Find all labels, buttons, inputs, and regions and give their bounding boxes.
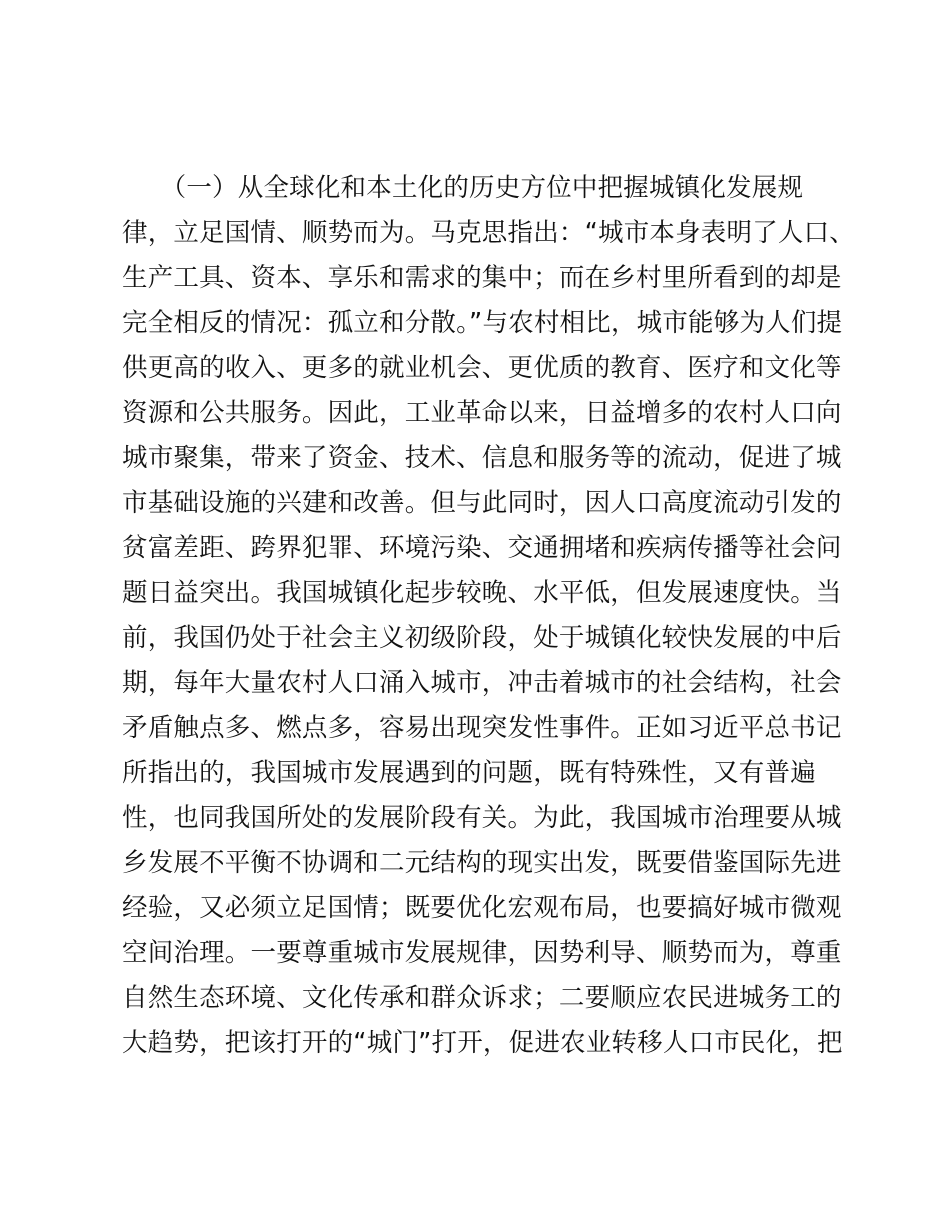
text-line: 城市聚集，带来了资金、技术、信息和服务等的流动，促进了城 [122, 443, 842, 473]
text-line: 资源和公共服务。因此，工业革命以来，日益增多的农村人口向 [122, 398, 842, 428]
body-paragraph [122, 166, 856, 1066]
text-line: （一）从全球化和本土化的历史方位中把握城镇化发展规 [122, 173, 804, 203]
text-line: 自然生态环境、文化传承和群众诉求；二要顺应农民进城务工的 [122, 983, 842, 1013]
text-line: 律，立足国情、顺势而为。马克思指出：“城市本身表明了人口、 [122, 218, 856, 248]
text-line: 题日益突出。我国城镇化起步较晚、水平低，但发展速度快。当 [122, 578, 842, 608]
text-line: 所指出的，我国城市发展遇到的问题，既有特殊性，又有普遍 [122, 758, 816, 788]
text-line: 性，也同我国所处的发展阶段有关。为此，我国城市治理要从城 [122, 803, 842, 833]
text-line: 前，我国仍处于社会主义初级阶段，处于城镇化较快发展的中后 [122, 623, 842, 653]
text-line: 期，每年大量农村人口涌入城市，冲击着城市的社会结构，社会 [122, 668, 842, 698]
text-line: 完全相反的情况：孤立和分散。”与农村相比，城市能够为人们提 [122, 308, 843, 338]
text-line: 矛盾触点多、燃点多，容易出现突发性事件。正如习近平总书记 [122, 713, 842, 743]
text-line: 经验，又必须立足国情；既要优化宏观布局，也要搞好城市微观 [122, 893, 842, 923]
text-line: 市基础设施的兴建和改善。但与此同时，因人口高度流动引发的 [122, 488, 842, 518]
text-line: 供更高的收入、更多的就业机会、更优质的教育、医疗和文化等 [122, 353, 842, 383]
text-line: 空间治理。一要尊重城市发展规律，因势利导、顺势而为，尊重 [122, 938, 842, 968]
text-line: 乡发展不平衡不协调和二元结构的现实出发，既要借鉴国际先进 [122, 848, 842, 878]
text-line: 大趋势，把该打开的“城门”打开，促进农业转移人口市民化，把 [122, 1028, 843, 1058]
text-line: 生产工具、资本、享乐和需求的集中；而在乡村里所看到的却是 [122, 263, 842, 293]
text-line: 贫富差距、跨界犯罪、环境污染、交通拥堵和疾病传播等社会问 [122, 533, 842, 563]
